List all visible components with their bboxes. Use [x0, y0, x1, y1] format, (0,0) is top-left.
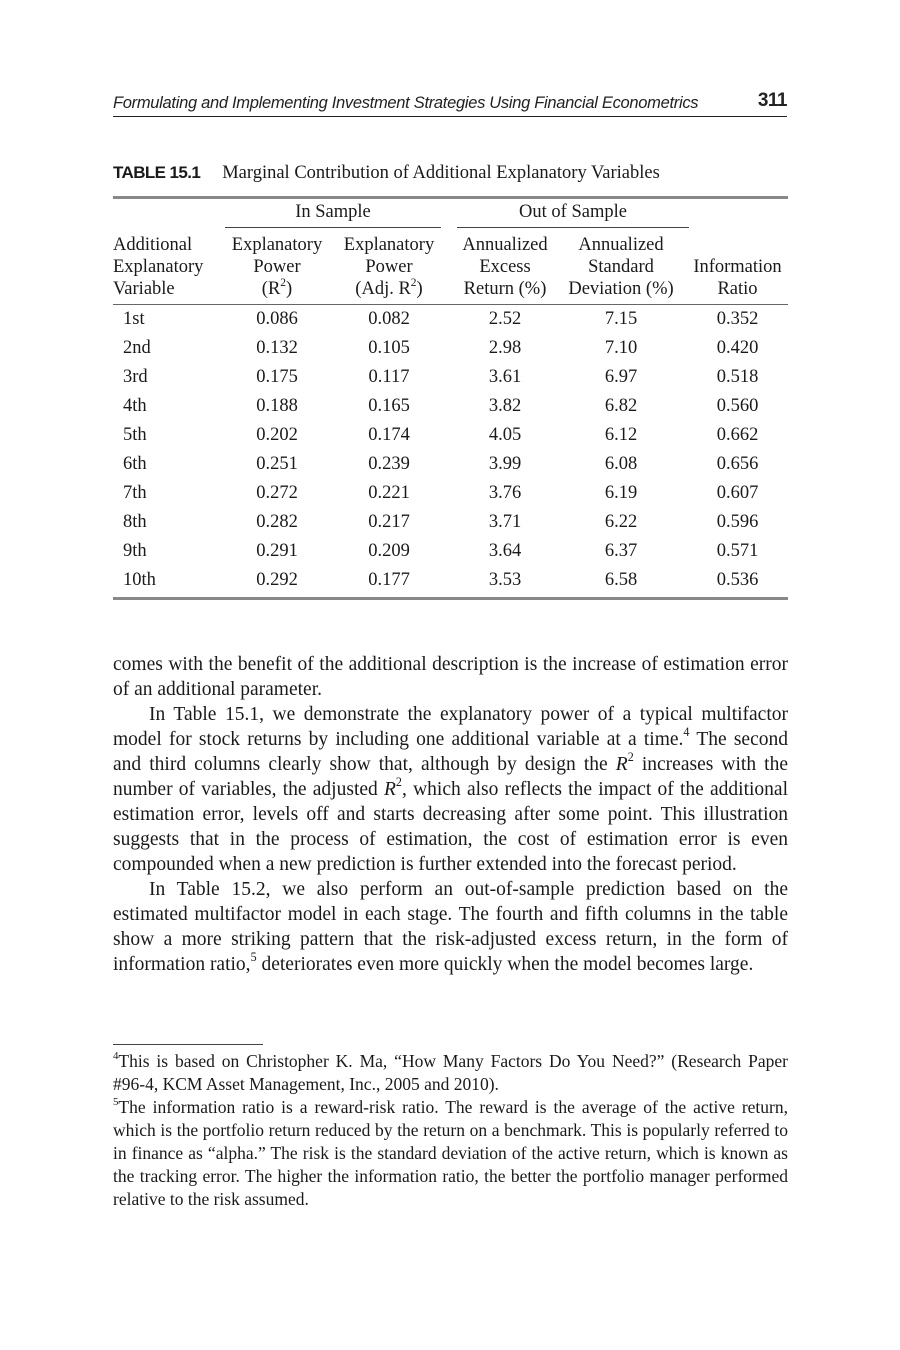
cell-ir: 0.518: [716, 367, 759, 387]
table-label: TABLE 15.1: [113, 163, 201, 182]
running-title: Formulating and Implementing Investment Strategies Using Financial Econometrics: [113, 94, 699, 112]
footnote-rule: [113, 1044, 263, 1045]
body-text: [113, 652, 788, 977]
cell-r2: 0.291: [256, 541, 298, 561]
cell-adj-r2: 0.117: [368, 367, 410, 387]
cell-variable: 7th: [123, 483, 147, 503]
group-rule-out-of-sample: [457, 227, 689, 228]
cell-adj-r2: 0.209: [368, 541, 410, 561]
footnote-4: $^4$This is based on Christopher K. Ma, “How Many Factors Do You Need?” (Research Paper #96-4, KCM Asset Management, Inc., 2005 and 2010).: [113, 1050, 788, 1094]
col-header-return: Annualized Excess Return (%): [462, 235, 548, 299]
col-header-adj-r2: Explanatory Power (Adj. $R^2$): [343, 235, 435, 299]
cell-return: 3.82: [488, 396, 522, 416]
cell-ir: 0.571: [716, 541, 759, 561]
cell-variable: 10th: [123, 570, 156, 590]
table-top-rule: [113, 196, 788, 199]
table-bottom-rule: [113, 597, 788, 600]
table-row: [113, 454, 788, 483]
cell-r2: 0.202: [256, 425, 298, 445]
cell-stdev: 6.97: [604, 367, 638, 387]
cell-variable: 2nd: [123, 338, 151, 358]
cell-return: 3.64: [488, 541, 522, 561]
footnote-ref-4: 4: [683, 725, 690, 740]
footnote-ref-5: 5: [250, 950, 257, 965]
page-number: 311: [757, 90, 787, 111]
cell-stdev: 7.10: [604, 338, 638, 358]
cell-ir: 0.662: [716, 425, 759, 445]
cell-ir: 0.596: [716, 512, 759, 532]
table-row: [113, 367, 788, 396]
cell-ir: 0.420: [716, 338, 759, 358]
cell-r2: 0.272: [256, 483, 298, 503]
paragraph-2: In Table 15.1, we demonstrate the explanatory power of a typical multifactor model for stock returns by including one additional variable at a time.$^4$ The second and third columns clearly show that, although by design the $R^2$ increases with the number of variables, the adjusted $R^2$, which also reflects the impact of the additional estimation error, levels off and starts decreasing after some point. This illustration suggests that in the process of estimation, the cost of estimation error is even compounded when a new prediction is further extended into the forecast period.: [113, 704, 788, 875]
table-caption: [113, 163, 660, 184]
cell-variable: 8th: [123, 512, 147, 532]
cell-r2: 0.175: [256, 367, 298, 387]
table-row: [113, 338, 788, 367]
col-header-stdev: Annualized Standard Deviation (%): [568, 235, 674, 299]
table-row: [113, 483, 788, 512]
cell-r2: 0.086: [256, 309, 298, 329]
col-header-ir: Information Ratio: [693, 257, 782, 299]
cell-variable: 1st: [123, 309, 145, 329]
cell-r2: 0.132: [256, 338, 298, 358]
cell-stdev: 6.82: [604, 396, 638, 416]
cell-stdev: 6.08: [604, 454, 638, 474]
table-header-rule: [113, 304, 788, 305]
cell-variable: 5th: [123, 425, 147, 445]
cell-adj-r2: 0.239: [368, 454, 410, 474]
cell-ir: 0.352: [716, 309, 759, 329]
cell-adj-r2: 0.082: [368, 309, 410, 329]
table-title: Marginal Contribution of Additional Explanatory Variables: [222, 163, 660, 183]
group-rule-in-sample: [225, 227, 441, 228]
cell-r2: 0.292: [256, 570, 298, 590]
cell-variable: 4th: [123, 396, 147, 416]
cell-stdev: 7.15: [604, 309, 638, 329]
cell-return: 2.98: [488, 338, 522, 358]
cell-adj-r2: 0.105: [368, 338, 410, 358]
table-row: [113, 570, 788, 599]
col-header-r2: Explanatory Power $(R^2)$: [231, 235, 323, 299]
cell-ir: 0.560: [716, 396, 759, 416]
cell-return: 3.53: [488, 570, 522, 590]
cell-variable: 9th: [123, 541, 147, 561]
footnote-5: $^5$The information ratio is a reward-risk ratio. The reward is the average of the active return, which is the portfolio return reduced by the return on a benchmark. This is popularly referred to in finance as “alpha.” The risk is the standard deviation of the active return, which is known as the tracking error. The higher the information ratio, the better the portfolio manager performed relative to the risk assumed.: [113, 1096, 788, 1209]
table-row: [113, 425, 788, 454]
group-header-out-of-sample: Out of Sample: [519, 202, 627, 222]
cell-stdev: 6.58: [604, 570, 638, 590]
table-row: [113, 309, 788, 338]
cell-return: 3.76: [488, 483, 522, 503]
table-row: [113, 512, 788, 541]
cell-adj-r2: 0.221: [368, 483, 410, 503]
cell-adj-r2: 0.217: [368, 512, 410, 532]
cell-r2: 0.251: [256, 454, 298, 474]
cell-adj-r2: 0.165: [368, 396, 410, 416]
cell-variable: 6th: [123, 454, 147, 474]
table-row: [113, 396, 788, 425]
cell-ir: 0.607: [716, 483, 759, 503]
cell-adj-r2: 0.174: [368, 425, 410, 445]
cell-r2: 0.188: [256, 396, 298, 416]
cell-return: 4.05: [488, 425, 522, 445]
cell-return: 2.52: [488, 309, 522, 329]
cell-stdev: 6.12: [604, 425, 638, 445]
cell-stdev: 6.19: [604, 483, 638, 503]
col-header-variable: Additional Explanatory Variable: [113, 235, 204, 299]
cell-stdev: 6.22: [604, 512, 638, 532]
footnotes: [113, 1050, 788, 1211]
cell-adj-r2: 0.177: [368, 570, 410, 590]
cell-return: 3.71: [488, 512, 522, 532]
cell-ir: 0.536: [716, 570, 759, 590]
paragraph-1: comes with the benefit of the additional description is the increase of estimation error of an additional parameter.: [113, 654, 788, 700]
cell-return: 3.61: [488, 367, 522, 387]
cell-ir: 0.656: [716, 454, 759, 474]
cell-stdev: 6.37: [604, 541, 638, 561]
table-row: [113, 541, 788, 570]
cell-r2: 0.282: [256, 512, 298, 532]
running-header: [113, 88, 787, 117]
group-header-in-sample: In Sample: [295, 202, 371, 222]
paragraph-3: In Table 15.2, we also perform an out-of-sample prediction based on the estimated multifactor model in each stage. The fourth and fifth columns in the table show a more striking pattern that the risk-adjusted excess return, in the form of information ratio,$^5$ deteriorates even more quickly when the model becomes large.: [113, 879, 788, 975]
cell-variable: 3rd: [123, 367, 148, 387]
cell-return: 3.99: [488, 454, 522, 474]
